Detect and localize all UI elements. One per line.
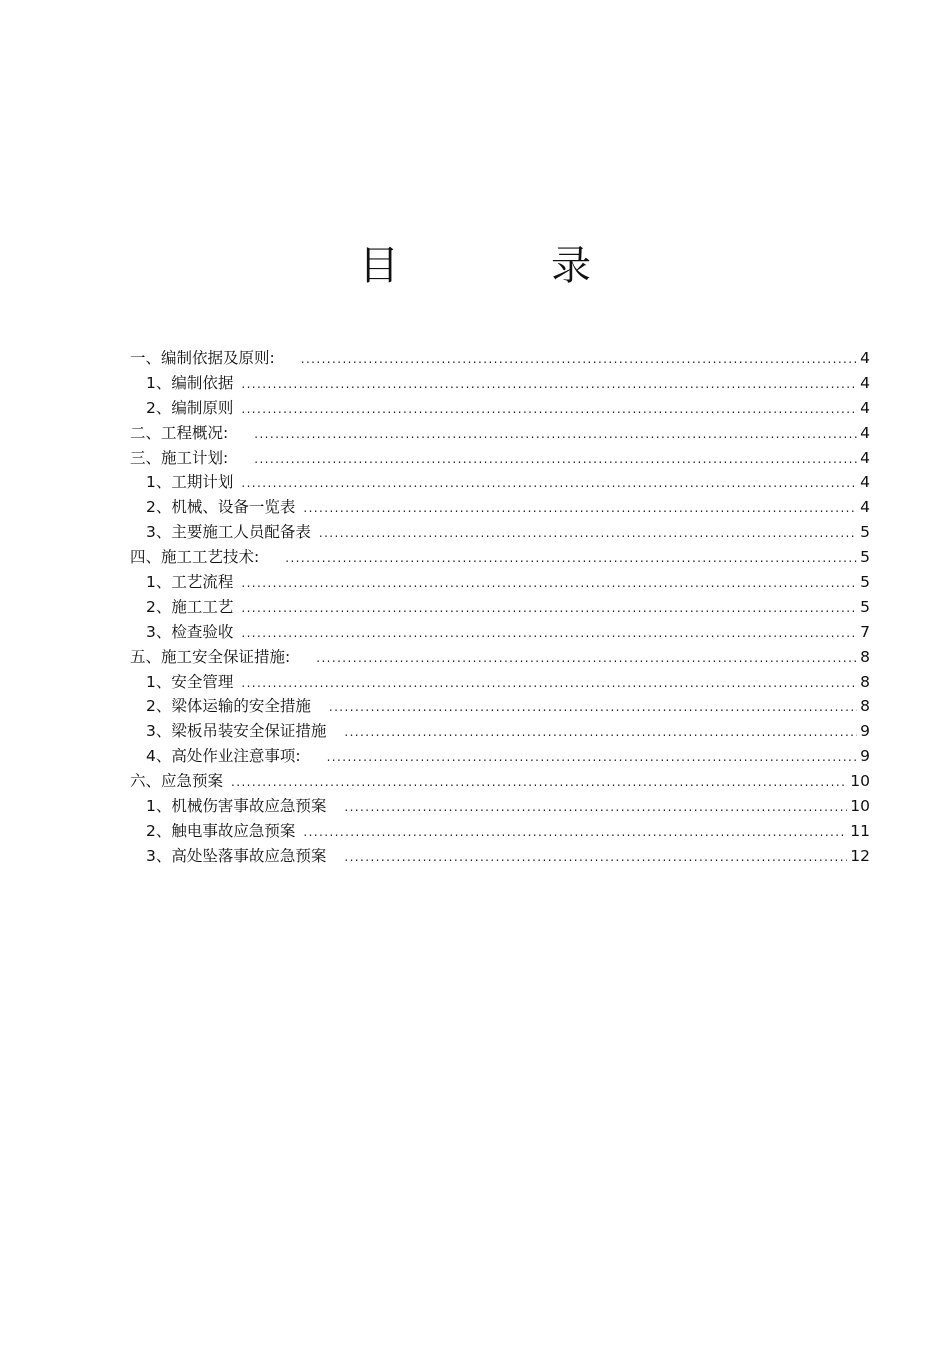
toc-leader-dots	[241, 372, 857, 397]
toc-entry[interactable]	[130, 371, 870, 396]
toc-leader-dots	[344, 795, 847, 820]
toc-entry[interactable]	[130, 694, 870, 719]
toc-entry-page-number: 4	[860, 373, 870, 392]
toc-entry-label: 3、高处坠落事故应急预案	[146, 846, 327, 865]
toc-entry-label: 3、检查验收	[146, 622, 234, 641]
toc-entry-page-number: 5	[860, 523, 870, 542]
toc-entry-label: 1、工艺流程	[146, 573, 234, 592]
toc-entry-page-number: 5	[860, 548, 870, 567]
toc-entry-page-number: 10	[850, 772, 870, 791]
toc-entry-label: 一、编制依据及原则:	[130, 349, 275, 367]
toc-entry-page-number: 12	[850, 846, 870, 865]
toc-entry[interactable]	[130, 819, 870, 844]
toc-entry-page-number: 4	[860, 398, 870, 417]
page-title: 目 录	[359, 243, 647, 289]
toc-entry[interactable]	[130, 794, 870, 819]
toc-entry-page-number: 10	[850, 797, 870, 816]
toc-entry-label: 五、施工安全保证措施:	[130, 647, 291, 666]
toc-leader-dots	[303, 496, 857, 521]
toc-entry-label: 2、梁体运输的安全措施	[146, 697, 311, 716]
toc-entry[interactable]	[130, 844, 870, 869]
toc-entry[interactable]	[130, 670, 870, 695]
toc-leader-dots	[254, 422, 857, 447]
toc-entry-page-number: 5	[860, 573, 870, 592]
toc-leader-dots	[254, 447, 857, 472]
toc-leader-dots	[319, 521, 857, 546]
toc-entry[interactable]	[130, 769, 870, 794]
toc-entry[interactable]	[130, 421, 870, 446]
toc-entry-page-number: 8	[860, 672, 870, 691]
toc-entry-page-number: 7	[860, 622, 870, 641]
toc-entry-label: 1、机械伤害事故应急预案	[146, 797, 327, 816]
toc-entry-label: 2、编制原则	[146, 398, 234, 417]
toc-entry-page-number: 5	[860, 597, 870, 616]
toc-leader-dots	[316, 646, 857, 671]
toc-entry-label: 2、触电事故应急预案	[146, 821, 296, 840]
toc-entry-page-number: 4	[860, 423, 870, 442]
toc-entry[interactable]	[130, 545, 870, 570]
toc-leader-dots	[241, 621, 857, 646]
toc-leader-dots	[241, 671, 857, 696]
toc-entry[interactable]	[130, 719, 870, 744]
toc-leader-dots	[241, 571, 857, 596]
toc-entry[interactable]	[130, 645, 870, 670]
toc-entry[interactable]	[130, 446, 870, 471]
toc-entry-page-number: 8	[860, 647, 870, 666]
toc-leader-dots	[344, 845, 847, 870]
toc-entry-label: 2、施工工艺	[146, 597, 234, 616]
toc-entry-page-number: 8	[860, 697, 870, 716]
toc-entry-label: 1、编制依据	[146, 373, 234, 392]
toc-entry[interactable]	[130, 520, 870, 545]
toc-entry[interactable]	[130, 495, 870, 520]
toc-entry-page-number: 4	[860, 349, 870, 367]
toc-entry-label: 六、应急预案	[130, 772, 224, 791]
toc-entry-page-number: 9	[860, 747, 870, 766]
toc-entry-page-number: 4	[860, 498, 870, 517]
toc-leader-dots	[344, 720, 857, 745]
toc-entry-page-number: 11	[850, 821, 870, 840]
toc-leader-dots	[241, 596, 857, 621]
toc-entry-label: 1、安全管理	[146, 672, 234, 691]
toc-leader-dots	[241, 397, 857, 422]
toc-entry-label: 三、施工计划:	[130, 448, 229, 467]
toc-entry-label: 二、工程概况:	[130, 423, 229, 442]
toc-leader-dots	[303, 820, 847, 845]
toc-entry[interactable]	[130, 620, 870, 645]
table-of-contents	[130, 346, 870, 869]
toc-entry[interactable]	[130, 744, 870, 769]
toc-entry-page-number: 4	[860, 473, 870, 492]
toc-entry-label: 2、机械、设备一览表	[146, 498, 296, 517]
toc-entry-page-number: 4	[860, 448, 870, 467]
toc-entry[interactable]	[130, 396, 870, 421]
toc-leader-dots	[241, 471, 857, 496]
toc-entry-label: 1、工期计划	[146, 473, 234, 492]
toc-entry[interactable]	[130, 470, 870, 495]
toc-entry-label: 3、主要施工人员配备表	[146, 523, 311, 542]
toc-leader-dots	[285, 546, 857, 571]
toc-entry-label: 4、高处作业注意事项:	[146, 747, 301, 766]
toc-entry-page-number: 9	[860, 722, 870, 741]
toc-entry-label: 3、梁板吊装安全保证措施	[146, 722, 327, 741]
toc-entry[interactable]	[130, 346, 870, 371]
toc-leader-dots	[329, 695, 857, 720]
toc-entry-label: 四、施工工艺技术:	[130, 548, 260, 567]
toc-entry[interactable]	[130, 595, 870, 620]
toc-entry[interactable]	[130, 570, 870, 595]
toc-leader-dots	[327, 745, 857, 770]
toc-leader-dots	[301, 347, 857, 372]
toc-leader-dots	[231, 770, 847, 795]
